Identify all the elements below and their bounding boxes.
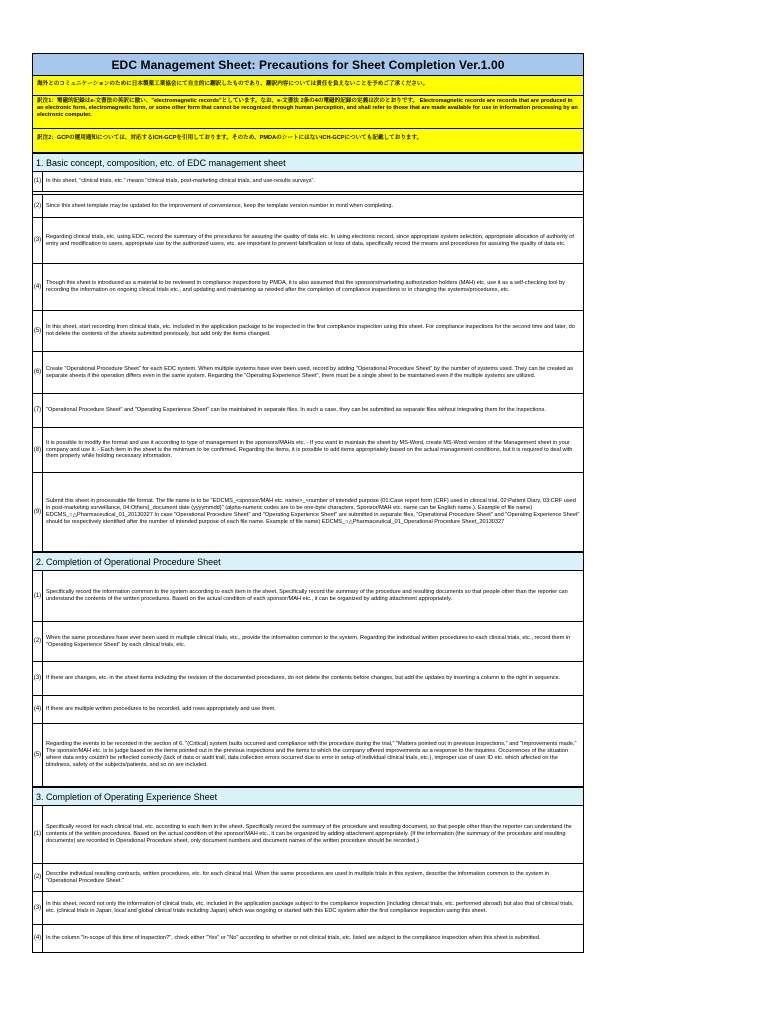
item-number: (3)	[33, 892, 43, 924]
item-text: In this sheet, start recording from clinical trials, etc. included in the application package to be inspected in the first compliance inspection using this sheet. For compliance inspections for the second time and later, do not delete the contents of the sheets submitted previously, but add only the items changed.	[46, 324, 575, 337]
section-heading-1: 1. Basic concept, composition, etc. of EDC management sheet	[33, 153, 583, 172]
item-number: (4)	[33, 696, 43, 723]
list-item	[33, 311, 583, 352]
item-number: (4)	[33, 264, 43, 310]
disclaimer-note	[33, 76, 583, 96]
section-heading-2: 2. Completion of Operational Procedure Sheet	[33, 552, 583, 571]
item-text: It is possible to modify the format and use it according to type of management in the sponsors/MAHs etc. - If you want to maintain the sheet by MS-Word, create MS-Word version of the Management sheet in your company and use it. - Each item in the sheet is the minimum to be confirmed. Regarding the items, it is possible to add items appropriately based on the actual management conditions, but it is required to deal with them properly while holding necessary information.	[46, 439, 573, 460]
list-item	[33, 473, 583, 552]
item-number: (5)	[33, 724, 43, 786]
item-text: Since this sheet template may be updated for the improvement of convenience, keep the template version number in mind when completing.	[46, 202, 394, 209]
item-text: Specifically record for each clinical trial, etc. according to each item in the sheet. Specifically record the summary of the procedure and resulting document, so that people other than the reporter can understand the contents of the written procedures. Based on the actual condition of the sponsor/MAH etc., it can be organized by adding attachment appropriately. (If the information (the summary of the procedure and resulting documents) are recorded in Operational Procedure sheet, only document numbers and document names of the written procedure should be recorded.)	[46, 824, 572, 844]
translator-note-2	[33, 129, 583, 153]
item-number: (2)	[33, 195, 43, 217]
list-item	[33, 696, 583, 724]
list-item	[33, 428, 583, 473]
sheet-title: EDC Management Sheet: Precautions for Sheet Completion Ver.1.00	[33, 53, 583, 76]
item-number: (3)	[33, 218, 43, 263]
item-text: If there are changes, etc. in the sheet items including the revision of the documented procedures, do not delete the contents before changes, but add the updates by inserting a column to the right in sequence.	[46, 675, 561, 682]
list-item	[33, 925, 583, 953]
list-item	[33, 892, 583, 925]
item-text: In this sheet, record not only the information of clinical trials, etc. included in the application package subject to the compliance inspection (including clinical trials, etc. performed abroad) but also that of clinical trials, etc. (clinical trials in Japan, local and global clinical trials including Japan) which was ongoing or started with this EDC system after the first compliance inspection using this sheet.	[46, 901, 574, 914]
item-number: (4)	[33, 925, 43, 952]
list-item	[33, 724, 583, 787]
item-number: (2)	[33, 864, 43, 891]
item-text: When the same procedures have ever been used in multiple clinical trials, etc., provide the information common to the system. Regarding the individual written procedures to each clinical trials, etc., record them in "Operating Experience Sheet" by each clinical trials, etc.	[46, 634, 571, 648]
item-text: Submit this sheet in processable file format. The file name is to be "EDCMS_<sponsor/MAH etc. name>_<number of intended purpose (01:Case report form (CRF) used in clinical trial, 02:Patient Diary, 03:CRF used in post-marketing surveillance, 04:Others)_document date (yyyymmdd)" (alpha-numeric codes are to be one-byte characters. Sponsor/MAH etc. name can be English name.). Example of file name) EDCMS_○△Pharmaceutical_01_20130327 In case "Operational Procedure Sheet" and "Operating Experience Sheet" are submitted in separate files, "Operational Procedure Sheet" and "Operating Experience Sheet" should be respectively identified after the number of intended purpose of each file name. Example of file name) EDCMS_○△Pharmaceutical_01_Operational Procedure Sheet_20130327	[46, 498, 580, 525]
item-text: In the column "In-scope of this time of inspection?", check either "Yes" or "No" according to whether or not clinical trials, etc. listed are subject to the compliance inspection when this sheet is submitted.	[46, 935, 541, 942]
list-item	[33, 622, 583, 662]
item-number: (1)	[33, 172, 43, 191]
item-number: (1)	[33, 571, 43, 621]
list-item	[33, 571, 583, 622]
translator-note-2-text: 訳注2：GCPの運用通知については、対応するICH-GCPを引用しております。そのため、PMDAのシートにはないICH-GCPについても記載しております。	[37, 135, 423, 141]
item-text: In this sheet, "clinical trials, etc." means "clinical trials, post-marketing clinical trials, and use-results surveys".	[46, 178, 316, 185]
list-item	[33, 195, 583, 218]
list-item	[33, 662, 583, 696]
translator-note-1	[33, 96, 583, 129]
item-number: (8)	[33, 428, 43, 472]
item-number: (6)	[33, 352, 43, 393]
item-text: Though this sheet is introduced as a material to be reviewed in compliance inspections by PMDA, it is also assumed that the sponsors/marketing authorization holders (MAH) etc. use it as a self-checking tool by recording the information on ongoing clinical trials etc., and updating and maintaining as needed after the completion of compliance inspections or in changing the systems/procedures, etc.	[46, 280, 565, 293]
item-number: (5)	[33, 311, 43, 351]
item-number: (1)	[33, 806, 43, 863]
item-number: (9)	[33, 473, 43, 551]
list-item	[33, 864, 583, 892]
list-item	[33, 172, 583, 192]
list-item	[33, 218, 583, 264]
item-number: (2)	[33, 622, 43, 661]
item-number: (3)	[33, 662, 43, 695]
item-text: Create "Operational Procedure Sheet" for each EDC system. When multiple systems have ever been used, record by adding "Operational Procedure Sheet" by the number of systems used. They can be created as separate sheets if the operation differs even in the same system. Regarding the "Operating Experience Sheet", there must be a single sheet to be maintained even if the multiple systems are utilized.	[46, 365, 574, 379]
list-item	[33, 806, 583, 864]
item-text: If there are multiple written procedures to be recorded, add rows appropriately and use them.	[46, 706, 276, 713]
item-number: (7)	[33, 394, 43, 427]
item-text: Regarding the events to be recorded in the section of 6. "(Critical) system faults occurred and compliance with the procedure during the trial," "Matters pointed out in previous inspections," and "Improvements made," The sponsor/MAH etc. is to judge based on the items pointed out in the previous inspections and the items to which the company offered improvements as a response to the inquiries. Occurrences of the situation where data entry couldn't be reflected correctly (lack of data or audit trail, data collection errors occurred due to error in setup of individual clinical trials, etc.), improper use of user ID etc. which affected on the blindness, safety of the subjects/patients, and so on are included.	[46, 741, 577, 768]
item-text: Specifically record the information common to the system according to each item in the sheet. Specifically record the summary of the procedure and resulting documents so that people other than the reporter can understand the contents of the written procedures. Based on the actual condition of each sponsor/MAH etc., it can be organized by adding attachment appropriately.	[46, 589, 568, 602]
item-text: Describe individual resulting contracts, written procedures, etc. for each clinical trial. When the same procedures are used in multiple trials in this system, describe the information common to the system in "Operational Procedure Sheet."	[46, 870, 550, 884]
edc-management-sheet	[32, 53, 584, 953]
list-item	[33, 352, 583, 394]
list-item	[33, 394, 583, 428]
section-heading-3: 3. Completion of Operating Experience Sheet	[33, 787, 583, 806]
item-text: "Operational Procedure Sheet" and "Operating Experience Sheet" can be maintained in separate files. In such a case, they can be submitted as separate files without integrating them for the inspections.	[46, 407, 546, 414]
disclaimer-text: 海外とのコミュニケーションのために日本製薬工業協会にて自主的に翻訳したものであり、翻訳内容については責任を負えないことを予めご了承ください。	[37, 81, 429, 87]
item-text: Regarding clinical trials, etc. using EDC, record the summary of the procedures for assuring the quality of data etc. In using electronic record, since appropriate system selection, appropriate allocation of authority of entry and modification to users, appropriate use by the authorized users, etc. are important to prevent falsification or loss of data, specifically record the means and procedures for assuring the quality of data etc.	[46, 233, 574, 247]
translator-note-1-text: 訳注1：電磁的記録はe-文書法の英訳に倣い、"electromagnetic records"としています。なお、e-文書法 2条の4の電磁的記録の定義は次のとおりです。 Electromagnetic records are records that are produced in an electronic form, electromagnetic form, or some other form that cannot be recognized through human perception, and shall refer to those that are made available for use in information processing by an electronic computer.	[37, 98, 578, 118]
list-item	[33, 264, 583, 311]
